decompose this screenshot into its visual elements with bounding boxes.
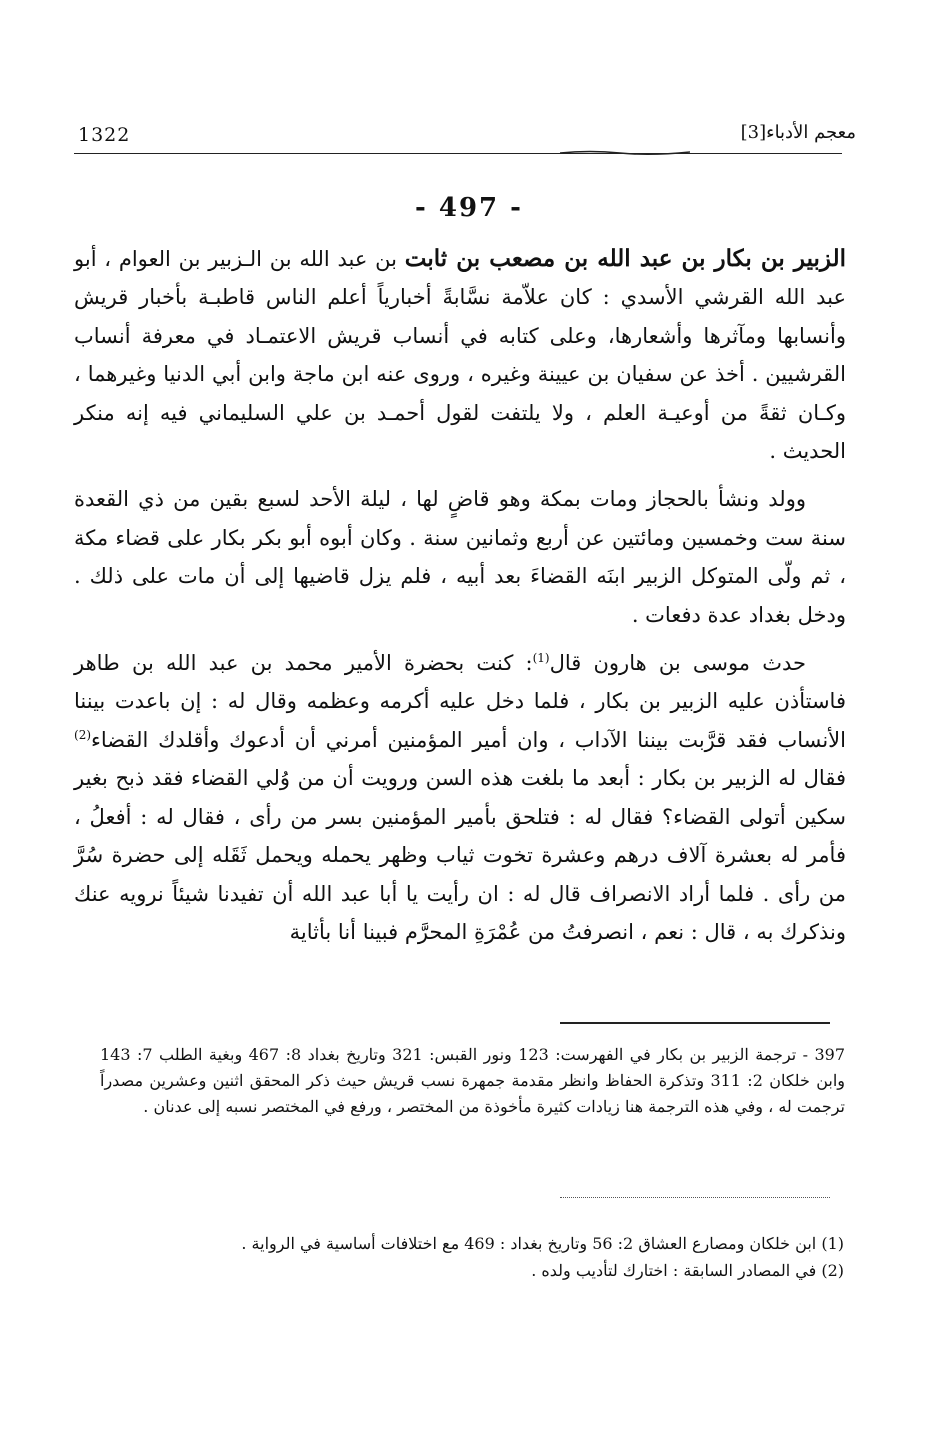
footnote-rule [560, 1022, 830, 1024]
entry-name: الزبير بن بكار بن عبد الله بن مصعب بن ثابت [404, 245, 846, 272]
paragraph-3-text: : كنت بحضرة الأمير محمد بن عبد الله بن طاهر فاستأذن عليه الزبير بن بكار ، فلما دخل عليه أكرمه وعظمه وقال له : إن باعدت بيننا الأنساب فقد قرَّبت بيننا الآداب ، وان أمير المؤمنين أمرني أن أدعوك وأقلدك القضاء [74, 651, 846, 752]
footnote-marker-1: (1) [532, 651, 550, 666]
footnote-2: (2) في المصادر السابقة : اختارك لتأديب ولده . [531, 1261, 844, 1280]
paragraph-3 [74, 644, 846, 951]
dotted-rule [560, 1197, 830, 1198]
footnotes [160, 1230, 844, 1284]
page-number: 1322 [78, 124, 131, 146]
entry-body [74, 240, 846, 961]
paragraph-3-lead: حدث موسى بن هارون قال [549, 651, 807, 676]
running-head: معجم الأدباء[3] [740, 122, 856, 143]
footnote-1: (1) ابن خلكان ومصارع العشاق 2: 56 وتاريخ بغداد : 469 مع اختلافات أساسية في الرواية . [241, 1234, 844, 1253]
paragraph-3-continued: فقال له الزبير بن بكار : أبعد ما بلغت هذه السن ورويت أن من وُلي القضاء فقد ذبح بغير سكين أتولى القضاء؟ فقال له : فتلحق بأمير المؤمنين بسر من رأى ، فقال له : أفعلُ ، فأمر له بعشرة آلاف درهم وعشرة تخوت ثياب وظهر يحمله ويحمل ثَقَله إلى حضرة سُرَّ من رأى . فلما أراد الانصراف قال له : ان رأيت يا أبا عبد الله أن تفيدنا شيئاً نرويه عنك ونذكرك به ، قال : نعم ، انصرفتُ من عُمْرَةِ المحرَّم فبينا أنا بأثاية [74, 766, 846, 944]
footnote-marker-2: (2) [74, 727, 92, 742]
header-rule [74, 153, 842, 154]
header-ornament [560, 147, 690, 157]
entry-number: - 497 - [415, 193, 523, 223]
bibliography-note [100, 1042, 845, 1120]
paragraph-2: وولد ونشأ بالحجاز ومات بمكة وهو قاضٍ لها ، ليلة الأحد لسبع بقين من ذي القعدة سنة ست وخمسين ومائتين عن أربع وثمانين سنة . وكان أبوه أبو بكر بكار على قضاء مكة ، ثم ولّى المتوكل الزبير ابنَه القضاءَ بعد أبيه ، فلم يزل قاضيها إلى أن مات على ذلك . ودخل بغداد عدة دفعات . [74, 487, 846, 627]
bibliography-text: 397 - ترجمة الزبير بن بكار في الفهرست: 123 ونور القبس: 321 وتاريخ بغداد 8: 467 وبغية الطلب 7: 143 وابن خلكان 2: 311 وتذكرة الحفاظ وانظر مقدمة جمهرة نسب قريش حيث ذكر المحقق اثنين وعشرين مصدراً ترجمت له ، وفي هذه الترجمة هنا زيادات كثيرة مأخوذة من المختصر ، ورفع في المختصر نسبه إلى عدنان . [100, 1045, 846, 1116]
paragraph-1 [74, 240, 846, 470]
paragraph-1-text: بن عبد الله بن الـزبير بن العوام ، أبو عبد الله القرشي الأسدي : كان علاّمة نسَّابةً أخبارياً أعلم الناس قاطبـة بأخبار قريش وأنسابها ومآثرها وأشعارها، وعلى كتابه في أنساب قريش الاعتمـاد في معرفة أنساب القرشيين . أخذ عن سفيان بن عيينة وغيره ، وروى عنه ابن ماجة وابن أبي الدنيا وغيرهما ، وكـان ثقةً من أوعيـة العلم ، ولا يلتفت لقول أحمـد بن علي السليماني فيه إنه منكر الحديث . [74, 247, 846, 464]
